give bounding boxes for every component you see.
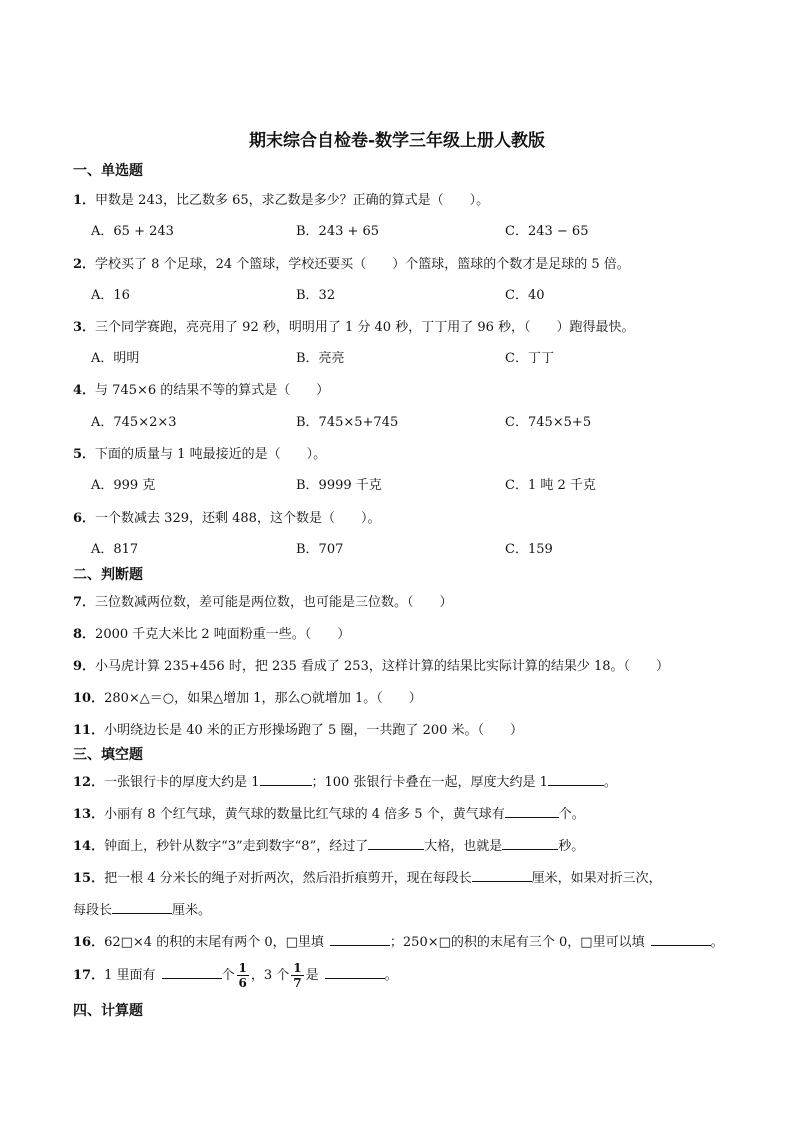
option-b: B．32 [296,288,336,303]
answer-blank[interactable] [505,805,559,818]
question-16 [73,931,724,950]
answer-blank[interactable] [112,901,172,914]
question-text: 一张银行卡的厚度大约是 1 [104,775,260,790]
answer-blank[interactable] [502,837,558,850]
option-c: C．40 [505,288,545,303]
option-c: C．745×5+5 [505,415,592,430]
question-text: 学校买了 8 个足球，24 个篮球，学校还要买（ ）个篮球，篮球的个数才是足球的 5 倍。 [95,257,630,272]
question-10 [73,687,422,706]
question-text: 1 里面有 [104,968,156,983]
question-1 [73,189,489,208]
question-text: 个。 [558,807,585,822]
fraction-one-sixth: $\frac{1}{6}$ [238,961,247,990]
option-b: B．707 [296,542,344,557]
option-c: C．1 吨 2 千克 [505,478,596,493]
answer-blank[interactable] [260,773,312,786]
question-number: 9． [73,659,96,674]
option-a: A．999 克 [91,478,156,493]
question-number: 2． [73,257,96,272]
question-text: 280×△＝○，如果△增加 1，那么○就增加 1。（ ） [104,691,422,706]
question-text: 一个数减去 329，还剩 488，这个数是（ ）。 [95,511,381,526]
option-a: A．明明 [91,351,140,366]
option-c: C．丁丁 [505,351,554,366]
question-number: 7． [73,595,96,610]
question-number: 16． [73,935,105,950]
option-a: A．16 [91,288,130,303]
question-number: 4． [73,383,96,398]
question-14 [73,835,584,854]
question-number: 6． [73,511,96,526]
option-c: C．159 [505,542,553,557]
answer-blank[interactable] [548,773,604,786]
option-b: B．亮亮 [296,351,345,366]
answer-blank[interactable] [651,933,711,946]
question-text: 62□×4 的积的末尾有两个 0，□里填 [104,935,324,950]
question-13 [73,803,585,822]
option-b: B．745×5+745 [296,415,399,430]
question-7 [73,591,453,610]
question-text: 。 [384,968,398,983]
question-11 [73,719,523,738]
option-b: B．243 + 65 [296,224,380,239]
option-a: A．745×2×3 [91,415,177,430]
question-text: 小明绕边长是 40 米的正方形操场跑了 5 圈，一共跑了 200 米。（ ） [104,723,524,738]
question-number: 3． [73,320,96,335]
question-number: 13． [73,807,105,822]
question-number: 14． [73,839,105,854]
question-text: 小丽有 8 个红气球，黄气球的数量比红气球的 4 倍多 5 个，黄气球有 [104,807,505,822]
question-number: 8． [73,627,96,642]
question-number: 5． [73,447,96,462]
question-text: 。 [710,935,724,950]
question-9 [73,655,669,674]
question-text: 把一根 4 分米长的绳子对折两次，然后沿折痕剪开，现在每段长 [104,871,472,886]
question-text: 厘米。 [172,903,212,918]
section-heading-fill-blank: 三、填空题 [73,747,143,763]
question-5 [73,443,326,462]
question-text: ；250×□的积的末尾有三个 0，□里可以填 [389,935,645,950]
section-heading-calculation: 四、计算题 [73,1003,143,1019]
question-4 [73,379,329,398]
question-text: 小马虎计算 235+456 时，把 235 看成了 253，这样计算的结果比实际计算的结果少 18。（ ） [95,659,670,674]
question-6 [73,507,380,526]
question-text: 甲数是 243，比乙数多 65，求乙数是多少？正确的算式是（ ）。 [95,193,490,208]
section-heading-true-false: 二、判断题 [73,567,143,583]
question-2 [73,253,630,272]
question-text: ；100 张银行卡叠在一起，厚度大约是 1 [311,775,548,790]
question-number: 1． [73,193,96,208]
question-12 [73,771,617,790]
fraction-one-seventh: $\frac{1}{7}$ [293,961,302,990]
option-b: B．9999 千克 [296,478,382,493]
question-text: 三位数减两位数，差可能是两位数，也可能是三位数。（ ） [95,595,453,610]
question-text: 厘米，如果对折三次， [531,871,662,886]
question-number: 10． [73,691,105,706]
answer-blank[interactable] [472,869,532,882]
question-17 [73,962,398,989]
option-c: C．243 − 65 [505,224,589,239]
question-15 [73,867,662,886]
question-text: 每段长 [73,903,113,918]
question-number: 17． [73,968,105,983]
question-number: 12． [73,775,105,790]
page-title: 期末综合自检卷-数学三年级上册人教版 [248,131,546,151]
section-heading-single-choice: 一、单选题 [73,163,143,179]
question-text: 2000 千克大米比 2 吨面粉重一些。（ ） [95,627,351,642]
question-text: 是 [305,968,319,983]
answer-blank[interactable] [162,966,222,979]
question-15-continued [73,899,211,918]
question-text: 个 [221,968,235,983]
question-text: 。 [603,775,617,790]
question-number: 15． [73,871,105,886]
question-text: 三个同学赛跑，亮亮用了 92 秒，明明用了 1 分 40 秒，丁丁用了 96 秒，（ ）跑得最快。 [95,320,635,335]
question-text: 秒。 [558,839,585,854]
question-text: ，3 个 [250,968,290,983]
option-a: A．817 [91,542,139,557]
question-3 [73,316,635,335]
question-text: 与 745×6 的结果不等的算式是（ ） [95,383,330,398]
option-a: A．65 + 243 [91,224,174,239]
question-text: 钟面上，秒针从数字“3”走到数字“8”，经过了 [104,839,369,854]
answer-blank[interactable] [325,966,385,979]
question-8 [73,623,350,642]
answer-blank[interactable] [368,837,424,850]
question-number: 11． [73,723,105,738]
question-text: 大格，也就是 [424,839,503,854]
question-text: 下面的质量与 1 吨最接近的是（ ）。 [95,447,327,462]
answer-blank[interactable] [330,933,390,946]
